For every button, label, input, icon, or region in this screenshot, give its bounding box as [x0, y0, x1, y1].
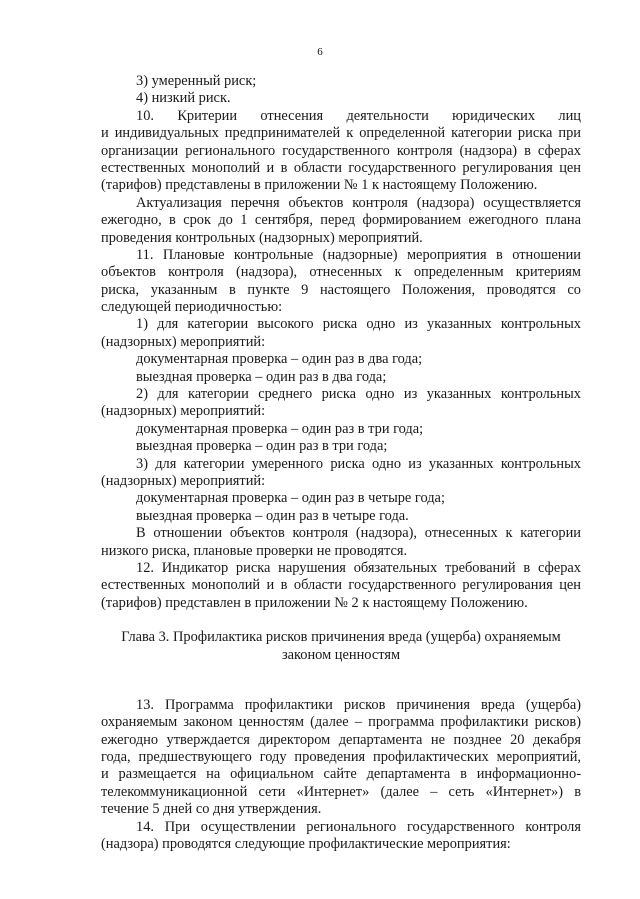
text-line: объектов контроля (надзора), отнесенных к определенным критериям	[101, 264, 581, 281]
text-line: охраняемым законом ценностям (далее – программа профилактики рисков)	[101, 714, 581, 731]
text-line: и размещается на официальном сайте департамента в информационно-	[101, 766, 581, 783]
text-line: (надзорных) мероприятий:	[101, 333, 266, 350]
text-line: организации регионального государственного контроля (надзора) в сферах	[101, 142, 581, 159]
text-line: (надзорных) мероприятий:	[101, 472, 266, 489]
text-line: выездная проверка – один раз в три года;	[136, 438, 388, 455]
text-line: (надзорных) мероприятий:	[101, 403, 266, 420]
chapter-heading-line: Глава 3. Профилактика рисков причинения вреда (ущерба) охраняемым	[121, 629, 561, 646]
text-line: 14. При осуществлении регионального государственного контроля	[136, 818, 581, 835]
text-line: и индивидуальных предпринимателей к определенной категории риска при	[101, 125, 581, 142]
text-line: документарная проверка – один раз в два года;	[136, 351, 423, 368]
text-line: Актуализация перечня объектов контроля (надзора) осуществляется	[136, 194, 581, 211]
text-line: естественных монополий и в области государственного регулирования цен	[101, 159, 581, 176]
text-line: проведения контрольных (надзорных) мероприятий.	[101, 229, 423, 246]
text-line: риска, указанным в пункте 9 настоящего Положения, проводятся со	[101, 281, 581, 298]
text-line: 1) для категории высокого риска одно из указанных контрольных	[136, 316, 581, 333]
text-line: года, предшествующего году проведения профилактических мероприятий,	[101, 749, 581, 766]
text-line: телекоммуникационной сети «Интернет» (далее – сеть «Интернет») в	[101, 783, 581, 800]
text-line: 3) для категории умеренного риска одно из указанных контрольных	[136, 455, 581, 472]
page-number: 6	[317, 46, 323, 58]
text-line: (надзора) проводятся следующие профилактические мероприятия:	[101, 836, 511, 853]
text-line: 13. Программа профилактики рисков причинения вреда (ущерба)	[136, 696, 581, 713]
text-line: ежегодно утверждается директором департамента не позднее 20 декабря	[101, 731, 581, 748]
text-line: естественных монополий и в области государственного регулирования цен	[101, 577, 581, 594]
text-line: 10. Критерии отнесения деятельности юридических лиц	[136, 107, 581, 124]
text-line: 4) низкий риск.	[136, 90, 231, 107]
text-line: (тарифов) представлены в приложении № 1 к настоящему Положению.	[101, 177, 538, 194]
text-line: ежегодно, в срок до 1 сентября, перед формированием ежегодного плана	[101, 212, 581, 229]
text-line: 3) умеренный риск;	[136, 73, 257, 89]
text-line: 11. Плановые контрольные (надзорные) мероприятия в отношении	[136, 246, 581, 263]
text-line: (тарифов) представлен в приложении № 2 к настоящему Положению.	[101, 594, 528, 611]
text-line: 2) для категории среднего риска одно из указанных контрольных	[136, 386, 581, 403]
text-line: низкого риска, плановые проверки не проводятся.	[101, 542, 408, 559]
chapter-heading-line: законом ценностям	[281, 646, 401, 663]
text-line: течение 5 дней со дня утверждения.	[101, 801, 322, 818]
text-line: следующей периодичностью:	[101, 299, 283, 316]
text-line: документарная проверка – один раз в четыре года;	[136, 490, 445, 507]
text-line: выездная проверка – один раз в четыре года.	[136, 507, 409, 524]
text-line: документарная проверка – один раз в три года;	[136, 420, 424, 437]
text-line: 12. Индикатор риска нарушения обязательных требований в сферах	[136, 559, 581, 576]
text-line: выездная проверка – один раз в два года;	[136, 368, 387, 385]
text-line: В отношении объектов контроля (надзора), отнесенных к категории	[136, 525, 581, 542]
document-body	[101, 73, 581, 853]
